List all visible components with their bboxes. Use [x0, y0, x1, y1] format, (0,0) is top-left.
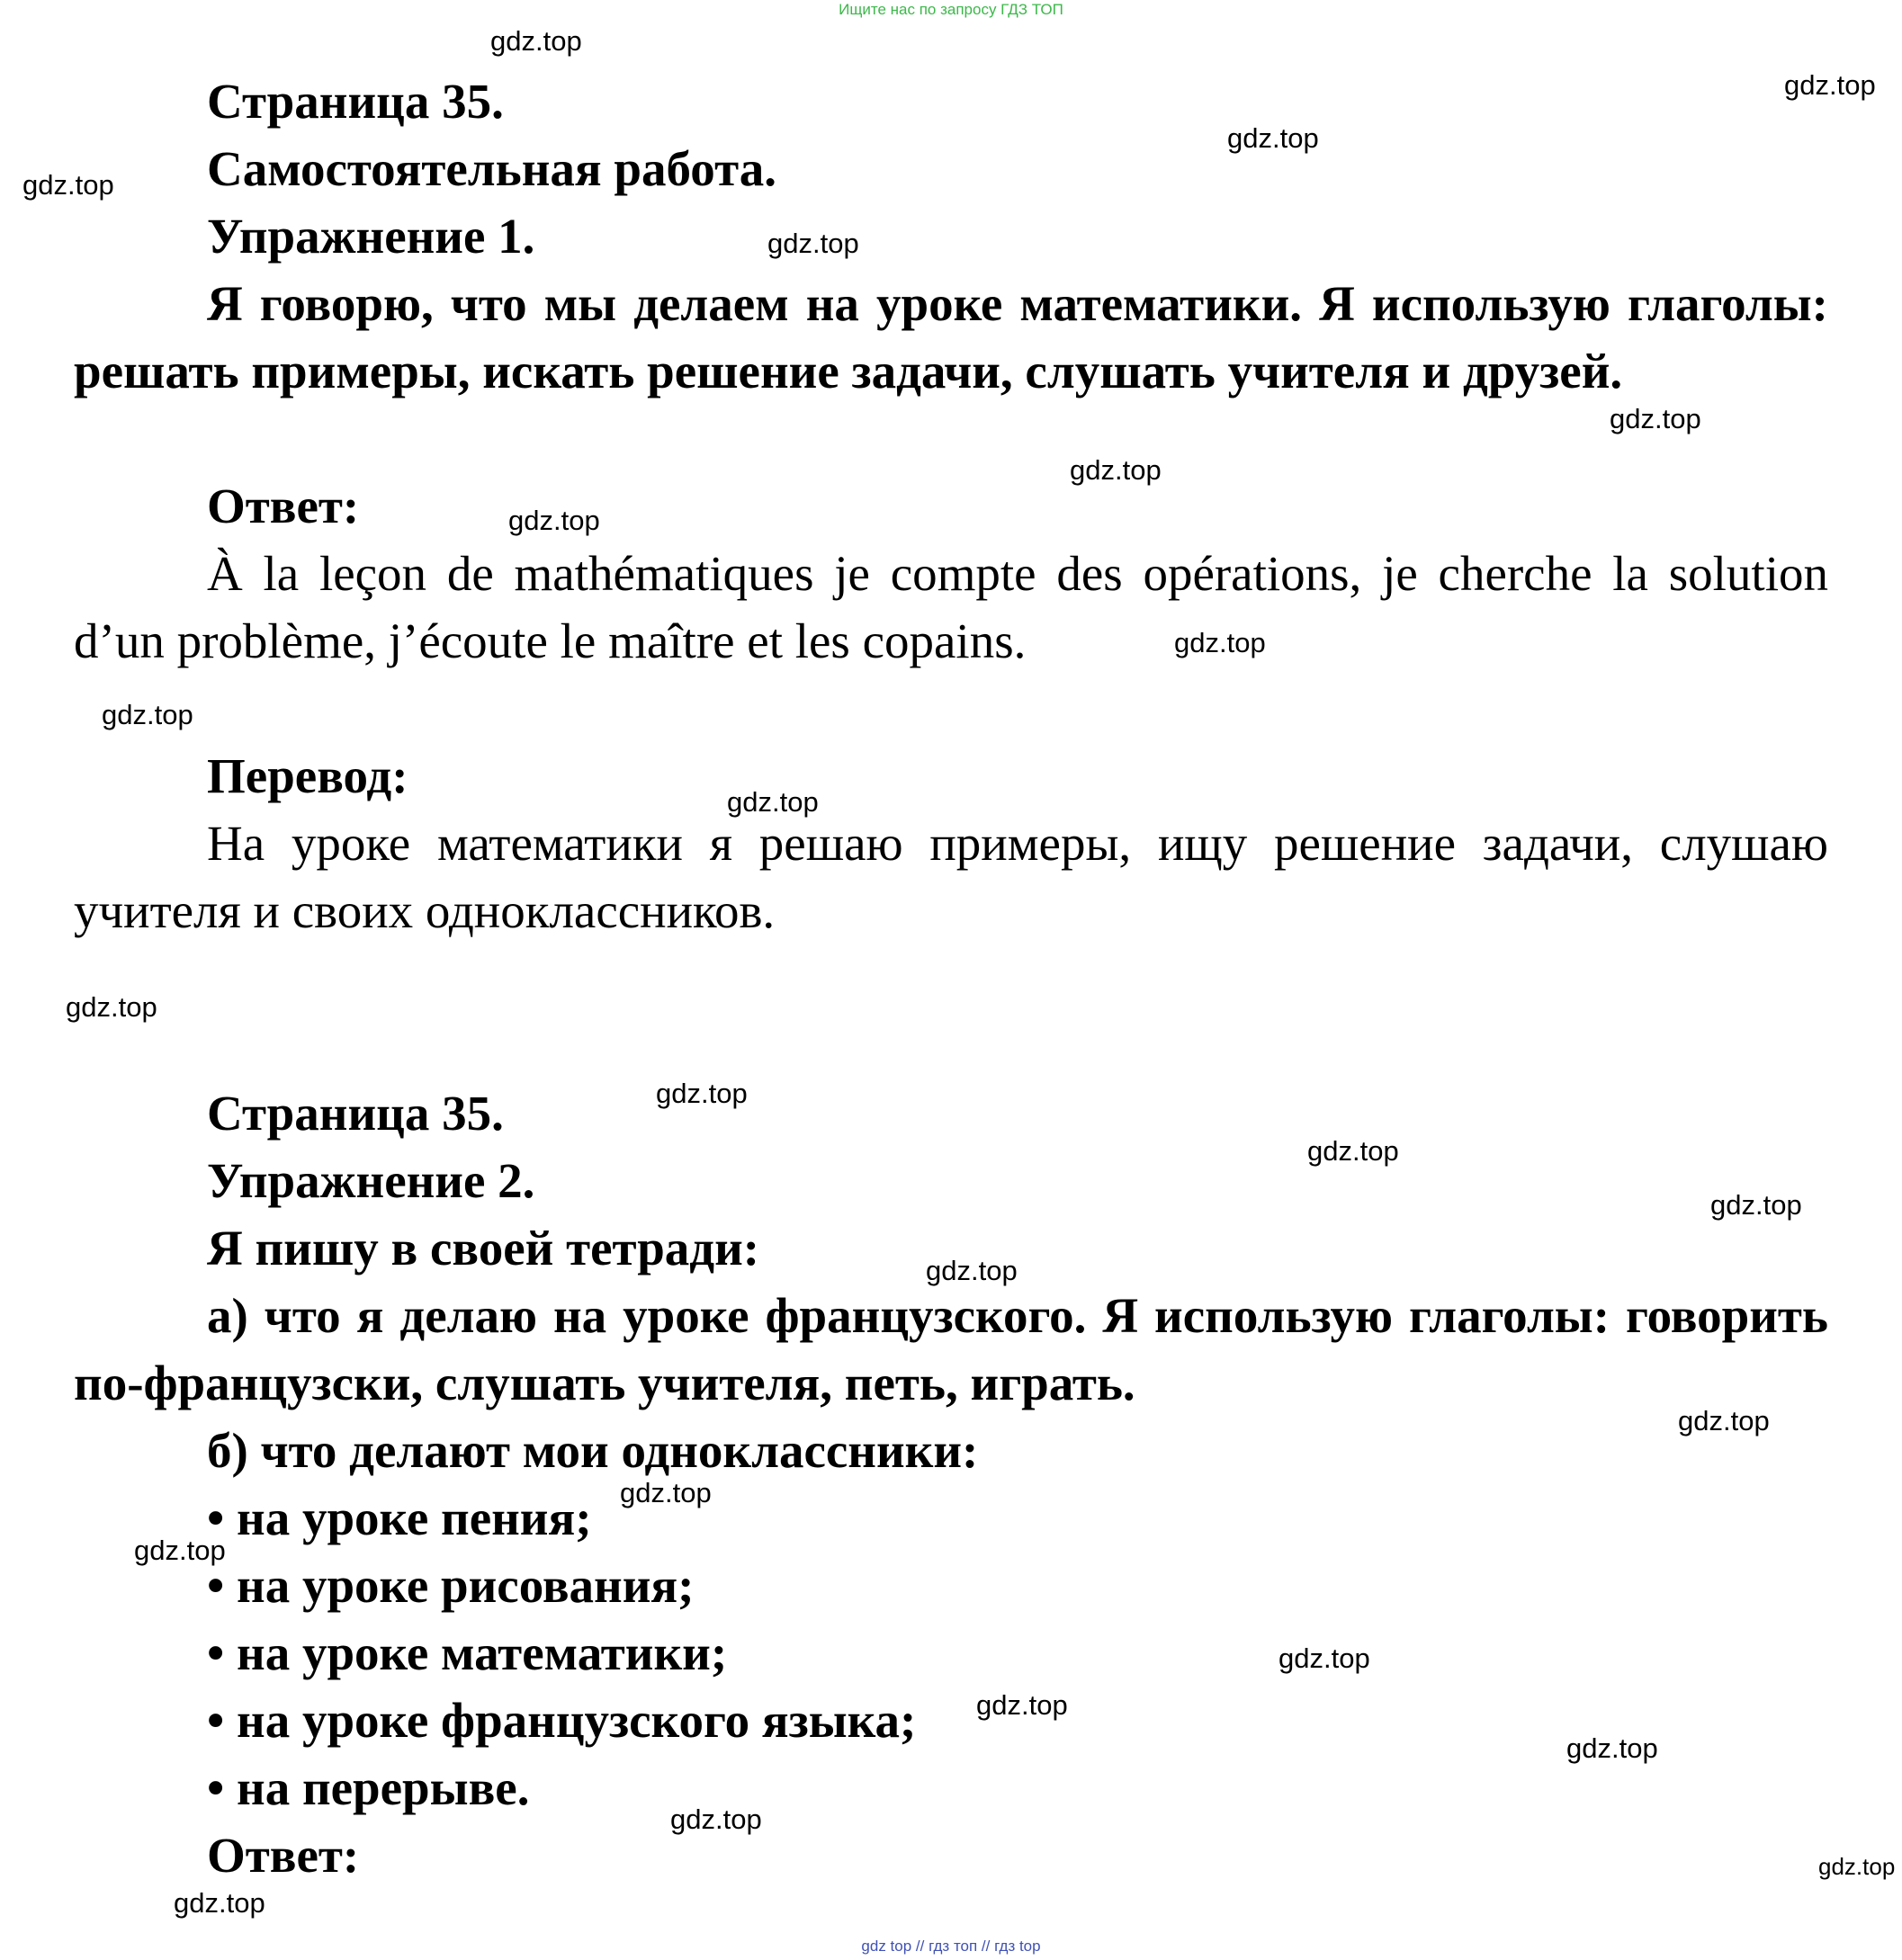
answer-label: Ответ: — [207, 1828, 360, 1883]
footer-links[interactable]: gdz top // гдз топ // гдз top — [861, 1938, 1041, 1955]
watermark: gdz.top — [490, 25, 582, 57]
watermark: gdz.top — [656, 1078, 748, 1109]
task-item-a: а) что я делаю на уроке французского. Я использую глаголы: говорить по-французски, слушать учителя, петь, играть. — [74, 1288, 1828, 1410]
watermark: gdz.top — [66, 991, 157, 1023]
page-title: Страница 35. — [207, 1086, 504, 1141]
work-title: Самостоятельная работа. — [207, 141, 777, 196]
answer-label: Ответ: — [207, 479, 360, 533]
exercise-title: Упражнение 1. — [207, 209, 535, 264]
bullet-item: • на уроке рисования; — [207, 1558, 695, 1613]
page-title: Страница 35. — [207, 74, 504, 129]
watermark: gdz.top — [620, 1477, 712, 1508]
watermark: gdz.top — [1070, 454, 1162, 486]
watermark: gdz.top — [1784, 69, 1876, 101]
exercise-title: Упражнение 2. — [207, 1153, 535, 1208]
watermark: gdz.top — [767, 228, 859, 259]
bullet-item: • на уроке французского языка; — [207, 1693, 917, 1748]
watermark: gdz.top — [1610, 403, 1701, 434]
watermark: gdz.top — [1278, 1642, 1370, 1674]
watermark: gdz.top — [508, 505, 600, 536]
watermark: gdz.top — [1307, 1135, 1399, 1167]
watermark: gdz.top — [976, 1689, 1068, 1721]
watermark: gdz.top — [102, 699, 193, 730]
watermark: gdz.top — [174, 1887, 265, 1919]
watermark: gdz.top — [670, 1803, 762, 1835]
watermark: gdz.top — [22, 169, 114, 201]
exercise-task: Я говорю, что мы делаем на уроке математики. Я использую глаголы: решать примеры, искать решение задачи, слушать учителя и друзей. — [74, 276, 1828, 398]
watermark: gdz.top — [1174, 627, 1266, 658]
watermark: gdz.top — [1818, 1853, 1896, 1880]
answer-text: À la leçon de mathématiques je compte des opérations, je cherche la solution d’un problème, j’écoute le maître et les copains. — [74, 546, 1828, 668]
translation-label: Перевод: — [207, 748, 408, 803]
watermark: gdz.top — [926, 1255, 1018, 1286]
watermark: gdz.top — [1227, 122, 1319, 154]
watermark: gdz.top — [1678, 1405, 1770, 1436]
bullet-item: • на перерыве. — [207, 1760, 530, 1815]
top-banner: Ищите нас по запросу ГДЗ ТОП — [839, 1, 1063, 18]
translation-text: На уроке математики я решаю примеры, ищу решение задачи, слушаю учителя и своих одноклассников. — [74, 816, 1828, 938]
watermark: gdz.top — [1710, 1189, 1802, 1221]
bullet-item: • на уроке математики; — [207, 1625, 728, 1680]
watermark: gdz.top — [134, 1535, 226, 1566]
bullet-item: • на уроке пения; — [207, 1490, 592, 1545]
task-intro: Я пишу в своей тетради: — [207, 1221, 760, 1275]
watermark: gdz.top — [1566, 1732, 1658, 1764]
watermark: gdz.top — [727, 786, 819, 818]
task-item-b: б) что делают мои одноклассники: — [207, 1423, 979, 1478]
